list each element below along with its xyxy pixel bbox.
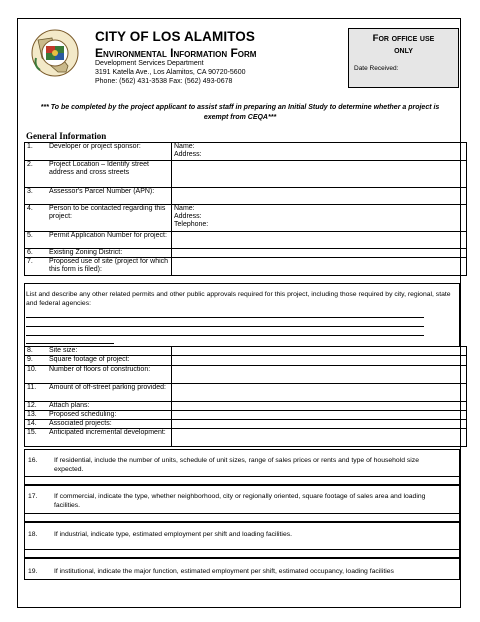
city-name: CITY OF LOS ALAMITOS — [95, 29, 256, 44]
permits-answer-line[interactable] — [26, 326, 424, 327]
associated-projects-field[interactable] — [172, 420, 467, 429]
form-title: Environmental Information Form — [95, 46, 257, 60]
answer-field[interactable] — [24, 476, 460, 485]
row-label: Attach plans: — [47, 401, 172, 410]
row-label: Person to be contacted regarding this project: — [47, 204, 172, 231]
row-number: 8. — [25, 347, 48, 356]
row-label: Assessor's Parcel Number (APN): — [47, 187, 172, 204]
department: Development Services Department — [95, 60, 204, 67]
row-label: Anticipated incremental development: — [47, 429, 172, 447]
general-info-table — [24, 142, 467, 276]
table-row — [25, 420, 467, 429]
row-label: Project Location – Identify street address and cross streets — [47, 160, 172, 187]
office-use-box — [348, 28, 459, 88]
table-row — [25, 410, 467, 419]
proposed-use-field[interactable] — [172, 257, 467, 275]
zoning-field[interactable] — [172, 248, 467, 257]
row-number: 10. — [25, 365, 48, 383]
row-label: Number of floors of construction: — [47, 365, 172, 383]
table-row — [25, 257, 467, 275]
question-number: 16. — [28, 457, 38, 464]
question-text: If commercial, indicate the type, whether neighborhood, city or regionally oriented, square footage of sales area and loading facilities. — [54, 493, 426, 509]
field-label: Address: — [174, 212, 202, 220]
permits-answer-line[interactable] — [26, 335, 424, 336]
office-use-subtitle: only — [394, 45, 413, 56]
incremental-development-field[interactable] — [172, 429, 467, 447]
date-received-label: Date Received: — [354, 65, 399, 72]
row-label: Proposed scheduling: — [47, 410, 172, 419]
table-row — [25, 383, 467, 401]
permit-number-field[interactable] — [172, 231, 467, 248]
row-label: Square footage of project: — [47, 356, 172, 365]
table-row — [25, 347, 467, 356]
table-row — [25, 160, 467, 187]
project-location-field[interactable] — [172, 160, 467, 187]
field-label: Address: — [174, 151, 202, 159]
parking-field[interactable] — [172, 383, 467, 401]
row-number: 9. — [25, 356, 48, 365]
row-number: 3. — [25, 187, 48, 204]
question-number: 19. — [28, 568, 38, 575]
plans-field[interactable] — [172, 401, 467, 410]
question-number: 18. — [28, 531, 38, 538]
sponsor-fields[interactable] — [172, 143, 467, 161]
permits-answer-line[interactable] — [26, 317, 424, 318]
site-info-table — [24, 346, 467, 447]
row-number: 2. — [25, 160, 48, 187]
table-row — [25, 365, 467, 383]
row-number: 6. — [25, 248, 48, 257]
office-use-title: For office use — [372, 33, 435, 44]
table-row — [25, 248, 467, 257]
row-number: 15. — [25, 429, 48, 447]
square-footage-field[interactable] — [172, 356, 467, 365]
table-row — [25, 204, 467, 231]
address: 3191 Katella Ave., Los Alamitos, CA 90720-5600 — [95, 69, 246, 76]
row-label: Permit Application Number for project: — [47, 231, 172, 248]
row-number: 11. — [25, 383, 48, 401]
city-seal-logo — [30, 28, 80, 78]
answer-field[interactable] — [24, 549, 460, 558]
general-information-heading: General Information — [26, 131, 107, 141]
permits-instructions: List and describe any other related permits and other public approvals required for this project, including those required by city, regional, state and federal agencies: — [26, 291, 451, 307]
question-text: If industrial, indicate type, estimated employment per shift and loading facilities. — [54, 531, 293, 538]
table-row — [25, 231, 467, 248]
scheduling-field[interactable] — [172, 410, 467, 419]
row-label: Existing Zoning District: — [47, 248, 172, 257]
row-number: 12. — [25, 401, 48, 410]
row-number: 4. — [25, 204, 48, 231]
question-text: If residential, include the number of units, schedule of unit sizes, range of sales prices or rents and type of household size expected. — [54, 457, 419, 473]
row-label: Amount of off-street parking provided: — [47, 383, 172, 401]
table-row — [25, 429, 467, 447]
row-label: Associated projects: — [47, 420, 172, 429]
row-number: 7. — [25, 257, 48, 275]
question-number: 17. — [28, 493, 38, 500]
table-row — [25, 401, 467, 410]
row-label: Proposed use of site (project for which this form is filed): — [47, 257, 172, 275]
site-size-field[interactable] — [172, 347, 467, 356]
contact-fields[interactable] — [172, 204, 467, 231]
row-number: 5. — [25, 231, 48, 248]
table-row — [25, 187, 467, 204]
row-number: 14. — [25, 420, 48, 429]
field-label: Name: — [174, 204, 195, 212]
permits-answer-line[interactable] — [26, 343, 114, 344]
table-row — [25, 356, 467, 365]
field-label: Telephone: — [174, 221, 209, 229]
floors-field[interactable] — [172, 365, 467, 383]
field-label: Name: — [174, 143, 195, 150]
apn-field[interactable] — [172, 187, 467, 204]
answer-field[interactable] — [24, 513, 460, 522]
table-row — [25, 143, 467, 161]
row-label: Developer or project sponsor: — [47, 143, 172, 161]
instructions-notice: *** To be completed by the project applicant to assist staff in preparing an Initial Study to determine whether a project is exempt from CEQA*** — [40, 104, 440, 121]
phone-fax: Phone: (562) 431-3538 Fax: (562) 493-0678 — [95, 78, 233, 85]
row-number: 1. — [25, 143, 48, 161]
row-label: Site size: — [47, 347, 172, 356]
row-number: 13. — [25, 410, 48, 419]
question-text: If institutional, indicate the major function, estimated employment per shift, estimated occupancy, loading facilities — [54, 568, 394, 575]
